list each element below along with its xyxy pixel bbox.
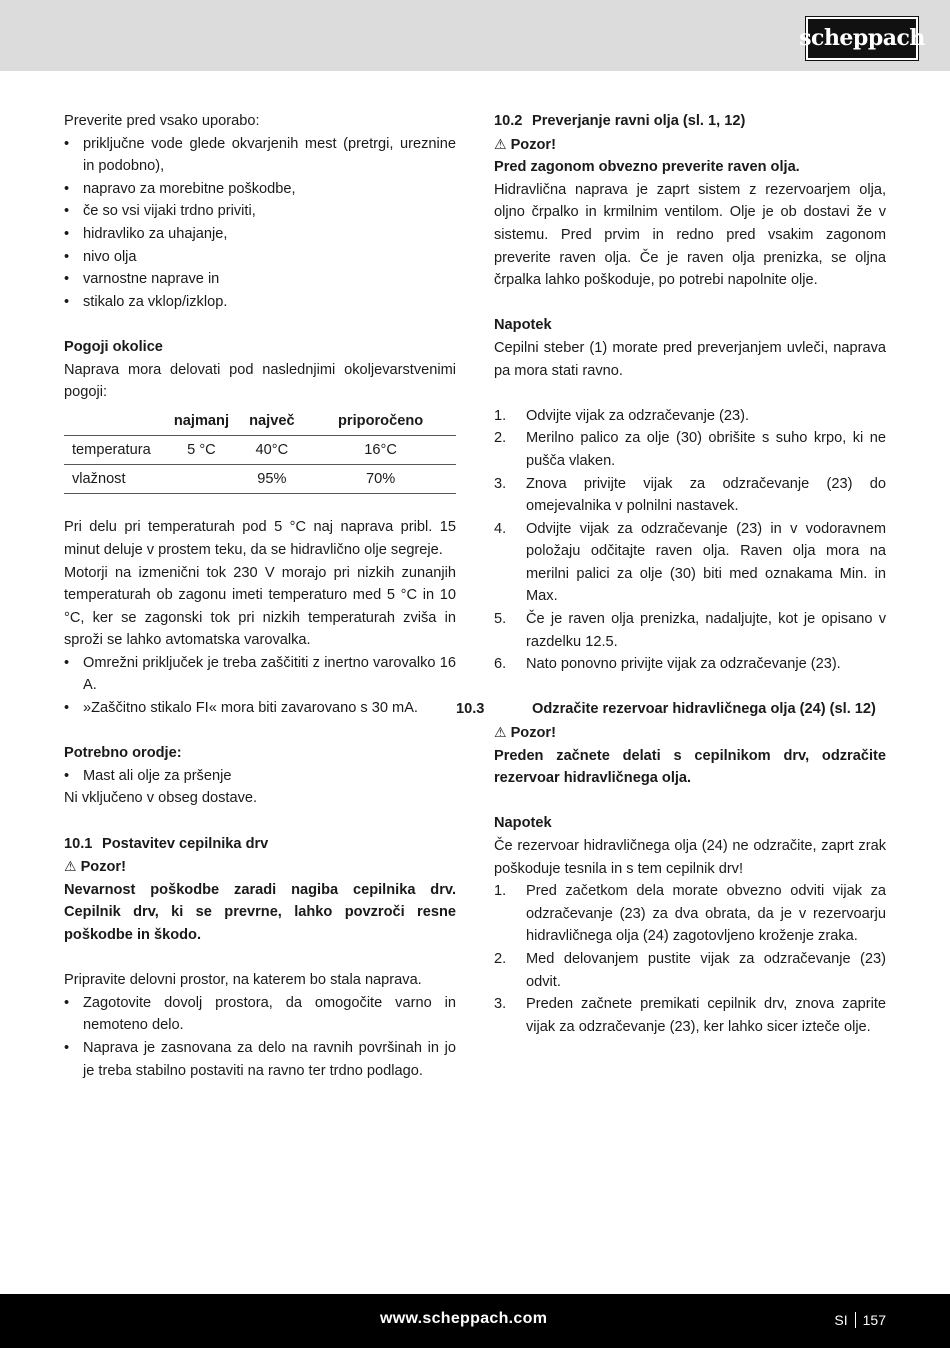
list-item: • Zagotovite dovolj prostora, da omogočite varno in nemoteno delo.: [64, 992, 456, 1037]
oil-check-steps: [494, 405, 886, 676]
table-cell: 40°C: [239, 435, 306, 464]
environment-table: [64, 412, 456, 494]
pozor-label: [494, 133, 886, 157]
list-item: • varnostne naprave in: [64, 268, 456, 291]
pozor-text: Pozor!: [80, 859, 126, 876]
paragraph: Pripravite delovni prostor, na katerem bo stala naprava.: [64, 972, 422, 989]
table-cell: temperatura: [64, 435, 164, 464]
list-item: • priključne vode glede okvarjenih mest (pretrgi, ureznine in podobno),: [64, 133, 456, 178]
table-header-cell: [64, 412, 164, 436]
env-text: Naprava mora delovati pod naslednjimi okoljevarstvenimi pogoji:: [64, 361, 456, 401]
header-bar: [0, 0, 950, 71]
page-num: 157: [862, 1312, 886, 1328]
check-list: [64, 133, 456, 314]
section-title: Postavitev cepilnika drv: [102, 835, 269, 852]
warning-text: Nevarnost poškodbe zaradi nagiba cepilnika drv. Cepilnik drv, ki se prevrne, lahko povzroči resne poškodbe in škodo.: [64, 881, 456, 943]
env-title: Pogoji okolice: [64, 338, 163, 355]
table-header-cell: največ: [249, 412, 295, 429]
table-cell: 16°C: [305, 435, 456, 464]
list-item: • Mast ali olje za pršenje: [64, 765, 456, 788]
table-cell: 5 °C: [164, 435, 238, 464]
paragraph: Pri delu pri temperaturah pod 5 °C naj naprava pribl. 15 minut deluje v prostem teku, da se hidravlično olje segreje.: [64, 519, 456, 558]
check-intro: Preverite pred vsako uporabo:: [64, 113, 260, 129]
pozor-text: Pozor!: [510, 725, 556, 742]
language-code: SI: [834, 1312, 848, 1328]
paragraph: Motorji na izmenični tok 230 V morajo pri nizkih zunanjih temperaturah ob zagonu imeti temperaturo med 5 °C in 10 °C, ker se zagonski tok pri nizkih temperaturah zviša in sproži se lahko avtomatska varovalka.: [64, 564, 456, 649]
section-number: 10.1: [64, 835, 93, 852]
page-number: [834, 1309, 886, 1332]
section-number: 10.2: [494, 113, 523, 129]
list-item: 6. Nato ponovno privijte vijak za odzračevanje (23).: [494, 656, 841, 673]
warning-icon: ⚠: [494, 135, 507, 152]
section-heading-10-3: [456, 698, 886, 721]
list-item: • Omrežni priključek je treba zaščititi z inertno varovalko 16 A.: [64, 652, 456, 697]
list-item: 4. Odvijte vijak za odzračevanje (23) in v vodoravnem položaju odčitajte raven olja. Raven olja mora na merilni palici za olje (30) biti med oznakama Min. in Max.: [494, 520, 886, 605]
tools-title: Potrebno orodje:: [64, 745, 182, 762]
list-item: 3. Preden začnete premikati cepilnik drv, znova zaprite vijak za odzračevanje (23), ker lahko sicer izteče olje.: [494, 996, 886, 1035]
note-title: Napotek: [494, 317, 552, 334]
tools-note: Ni vključeno v obseg dostave.: [64, 790, 258, 807]
list-item: • hidravliko za uhajanje,: [64, 223, 456, 246]
section-heading-10-1: [64, 833, 456, 856]
table-cell: [164, 464, 238, 493]
note-text: Če rezervoar hidravličnega olja (24) ne odzračite, zaprt zrak poškoduje tesnila in s tem cepilnik drv!: [494, 838, 886, 877]
note-title: Napotek: [494, 815, 552, 832]
warning-icon: ⚠: [494, 724, 507, 741]
list-item: • napravo za morebitne poškodbe,: [64, 178, 456, 201]
list-item: • nivo olja: [64, 246, 456, 269]
right-column: [456, 110, 886, 1038]
venting-steps: [494, 880, 886, 1038]
section-title: Odzračite rezervoar hidravličnega olja (24) (sl. 12): [532, 701, 876, 718]
table-row: [64, 464, 456, 493]
warning-icon: ⚠: [64, 858, 77, 875]
note-text: Cepilni steber (1) morate pred preverjanjem uvleči, naprava pa mora stati ravno.: [494, 339, 886, 379]
section-heading-10-2: [494, 110, 886, 133]
list-item: • »Zaščitno stikalo FI« mora biti zavarovano s 30 mA.: [64, 697, 456, 720]
list-item: 1. Odvijte vijak za odzračevanje (23).: [494, 407, 750, 424]
left-column: [64, 110, 456, 1082]
list-item: 2. Merilno palico za olje (30) obrišite s suho krpo, ki ne pušča vlaken.: [494, 430, 886, 469]
section-number: 10.3: [456, 701, 485, 718]
footer-bar: [0, 1294, 950, 1348]
pozor-label: [494, 721, 886, 745]
list-item: 1. Pred začetkom dela morate obvezno odviti vijak za odzračevanje (23) za dva obrata, da je v rezervoarju hidravličnega olja (24) zagotovljeno kroženje zraka.: [494, 883, 886, 945]
list-item: • Naprava je zasnovana za delo na ravnih površinah in jo je treba stabilno postaviti na ravno ter trdno podlago.: [64, 1037, 456, 1082]
table-header-cell: priporočeno: [338, 412, 424, 429]
website-link[interactable]: www.scheppach.com: [380, 1310, 548, 1327]
setup-list: [64, 992, 456, 1082]
warning-text: Preden začnete delati s cepilnikom drv, odzračite rezervoar hidravličnega olja.: [494, 747, 886, 787]
power-list: [64, 652, 456, 720]
table-header-cell: najmanj: [173, 412, 230, 429]
pozor-text: Pozor!: [510, 136, 556, 153]
table-cell: vlažnost: [64, 464, 164, 493]
section-title: Preverjanje ravni olja (sl. 1, 12): [532, 113, 746, 129]
table-cell: 70%: [305, 464, 456, 493]
tools-list: [64, 765, 456, 788]
list-item: • stikalo za vklop/izklop.: [64, 291, 456, 314]
warning-text: Pred zagonom obvezno preverite raven olja.: [494, 159, 800, 176]
paragraph: Hidravlična naprava je zaprt sistem z rezervoarjem olja, oljno črpalko in krmilnim ventilom. Olje je ob dostavi že v sistemu. Pred prvim in redno pred vsakim zagonom preverite raven olja. Če je raven olja prenizka, se oljna črpalka lahko poškoduje, po potrebi napolnite olje.: [494, 181, 886, 289]
list-item: 3. Znova privijte vijak za odzračevanje (23) do omejevalnika v polnilni nastavek.: [494, 475, 886, 515]
list-item: 2. Med delovanjem pustite vijak za odzračevanje (23) odvit.: [494, 950, 886, 990]
list-item: • če so vsi vijaki trdno priviti,: [64, 200, 456, 223]
brand-logo: scheppach: [806, 17, 918, 60]
table-cell: 95%: [239, 464, 306, 493]
table-header-row: [64, 412, 456, 436]
pozor-label: [64, 855, 456, 879]
table-row: [64, 435, 456, 464]
list-item: 5. Če je raven olja prenizka, nadaljujte, kot je opisano v razdelku 12.5.: [494, 611, 886, 650]
